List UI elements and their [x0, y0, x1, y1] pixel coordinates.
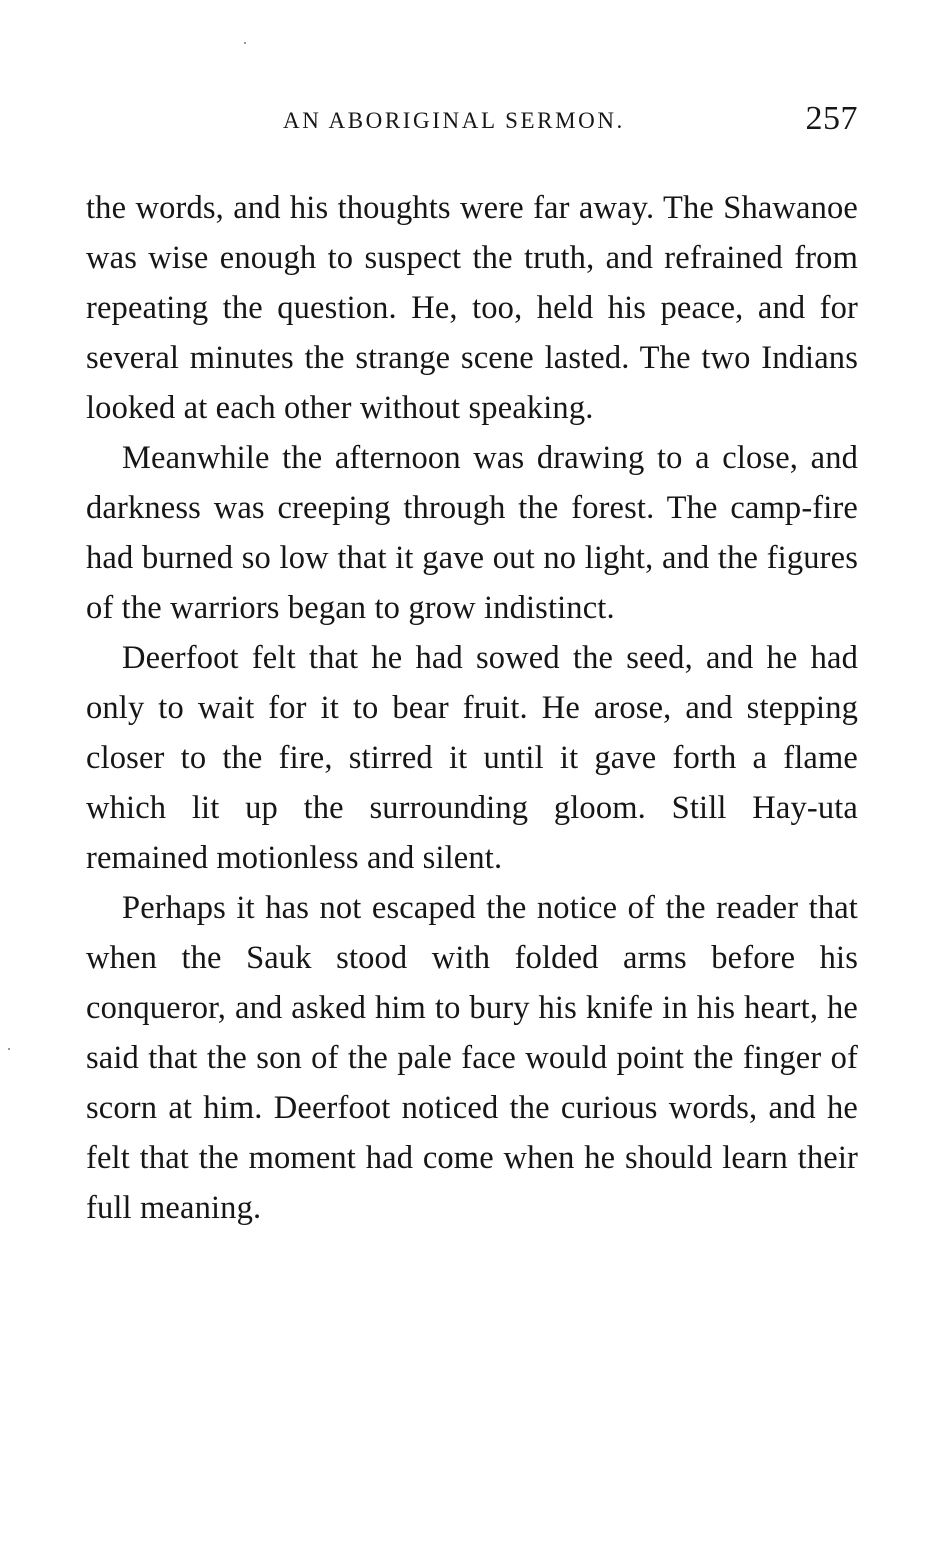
paragraph: the words, and his thoughts were far away. The Shawanoe was wise enough to suspect the truth, and refrained from repeating the question. He, too, held his peace, and for several minutes the strange scene lasted. The two Indians looked at each other without speaking. — [86, 190, 858, 426]
page-number: 257 — [805, 100, 858, 137]
running-header — [86, 100, 858, 144]
paragraph: Perhaps it has not escaped the notice of the reader that when the Sauk stood with folded arms before his conqueror, and asked him to bury his knife in his heart, he said that the son of the pale face would point the finger of scorn at him. Deerfoot noticed the curious words, and he felt that the moment had come when he should learn their full meaning. — [86, 890, 858, 1226]
scan-speck — [8, 1048, 10, 1050]
paragraph: Meanwhile the afternoon was drawing to a close, and darkness was creeping through the forest. The camp-fire had burned so low that it gave out no light, and the figures of the warriors began to grow indistinct. — [86, 440, 858, 626]
paragraph: Deerfoot felt that he had sowed the seed, and he had only to wait for it to bear fruit. He arose, and stepping closer to the fire, stirred it until it gave forth a flame which lit up the surrounding gloom. Still Hay-uta remained motionless and silent. — [86, 640, 858, 876]
scan-speck — [244, 42, 246, 44]
body-text — [86, 183, 858, 1233]
running-title: AN ABORIGINAL SERMON. — [283, 108, 625, 133]
